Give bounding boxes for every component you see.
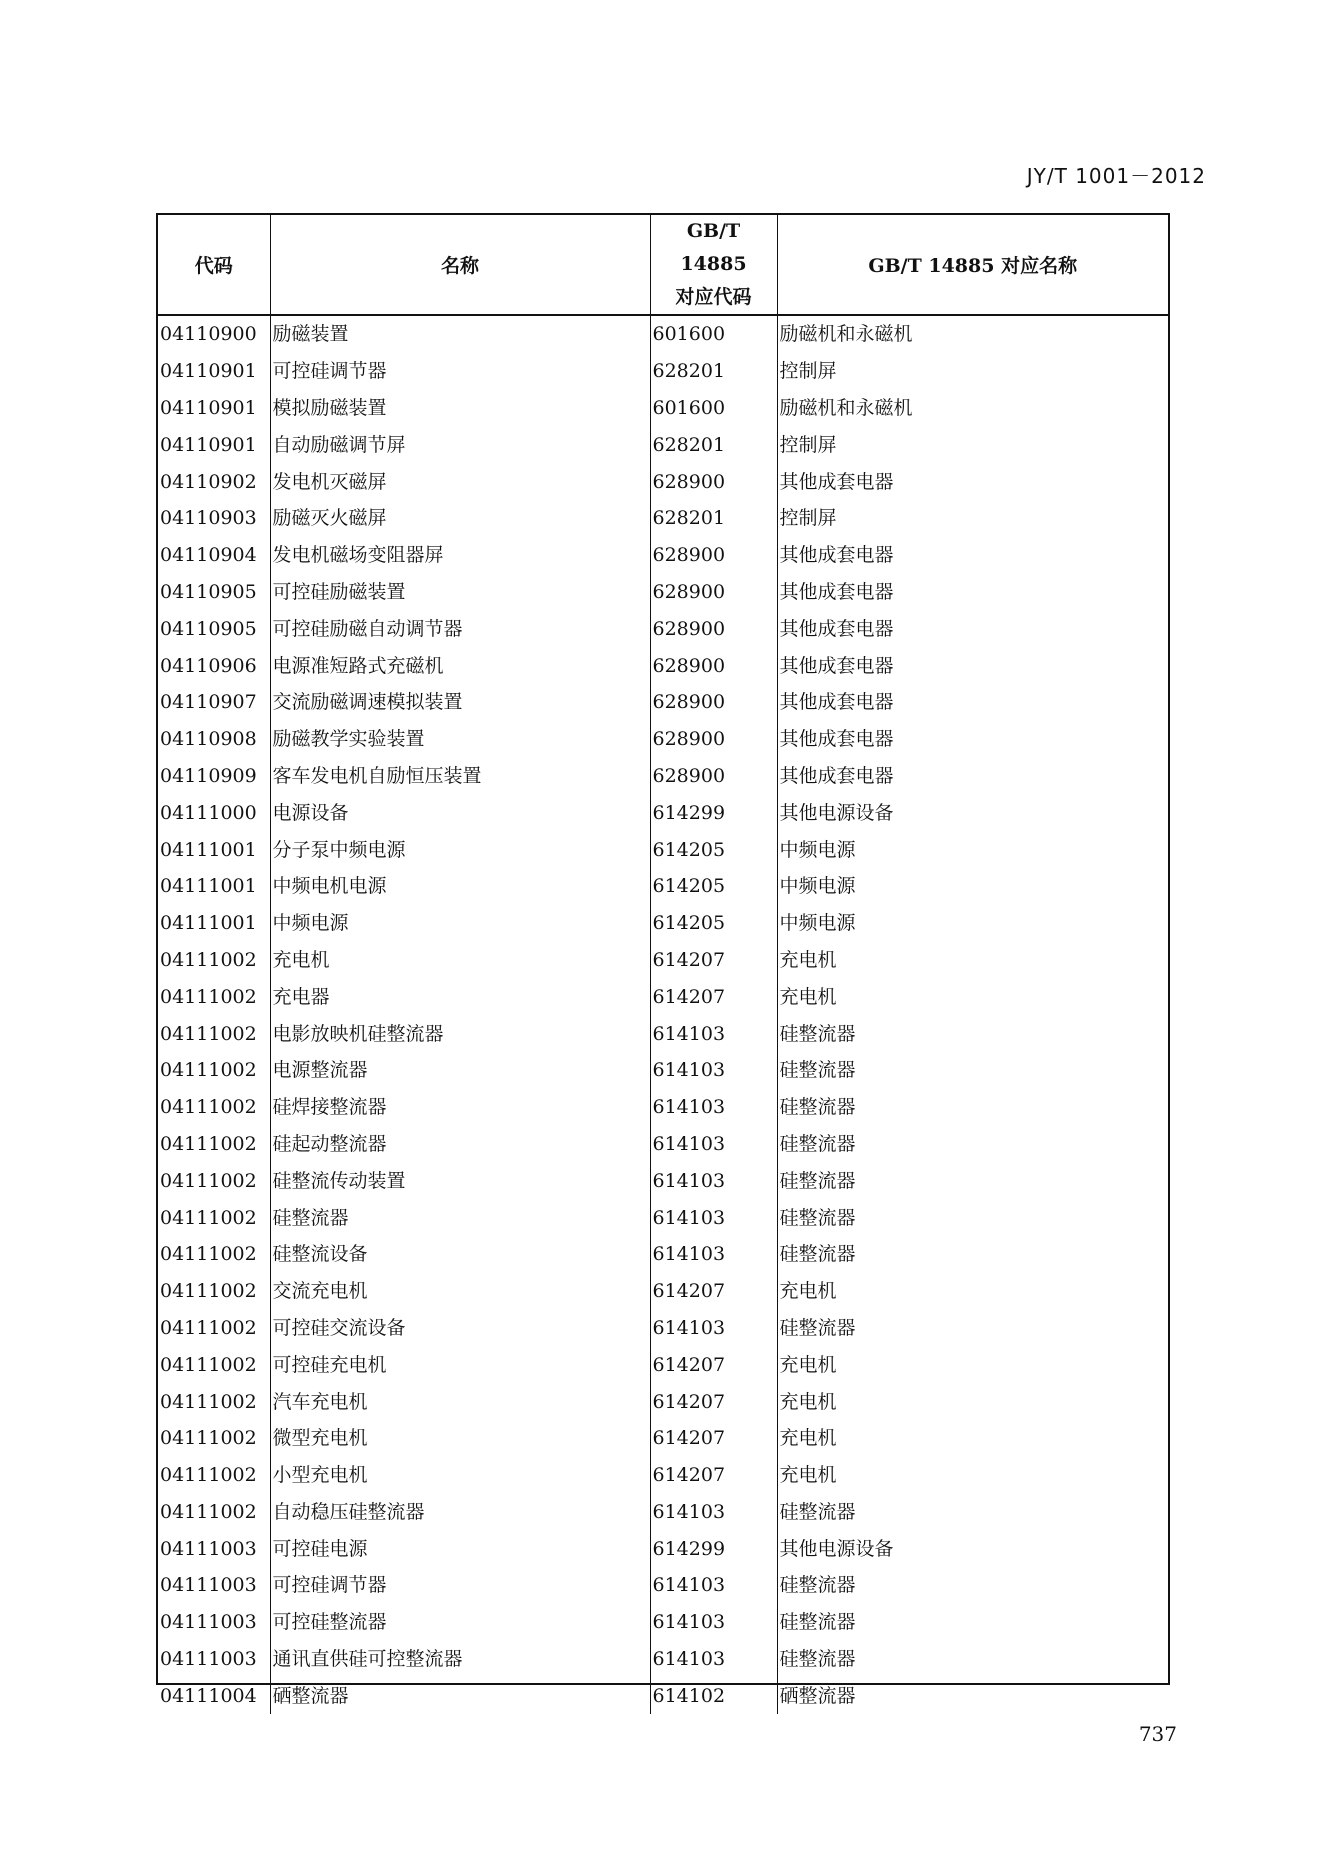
page-number: 737 bbox=[1138, 1722, 1177, 1746]
cell-name: 自动稳压硅整流器 bbox=[270, 1494, 650, 1531]
cell-gb-name: 硅整流器 bbox=[779, 1022, 856, 1045]
cell-gb-name: 硅整流器 bbox=[779, 1132, 856, 1155]
table-row bbox=[158, 1567, 1168, 1604]
cell-name: 交流充电机 bbox=[270, 1273, 650, 1310]
table-row bbox=[158, 684, 1168, 721]
header-gb-code bbox=[650, 215, 777, 315]
cell-gb-code: 628900 bbox=[650, 758, 777, 795]
cell-code: 04110905 bbox=[158, 610, 270, 647]
cell-gb-code: 614205 bbox=[650, 905, 777, 942]
cell-name: 中频电机电源 bbox=[270, 868, 650, 905]
cell-gb-code: 628201 bbox=[650, 500, 777, 537]
cell-code: 04110908 bbox=[158, 721, 270, 758]
cell-gb-code: 614103 bbox=[650, 1089, 777, 1126]
cell-gb-code: 614207 bbox=[650, 1273, 777, 1310]
cell-gb-name: 控制屏 bbox=[779, 507, 837, 530]
cell-code: 04110901 bbox=[158, 353, 270, 390]
cell-name: 可控硅电源 bbox=[270, 1530, 650, 1567]
header-gb-code-line2: 对应代码 bbox=[675, 286, 752, 308]
table-row bbox=[158, 978, 1168, 1015]
cell-gb-name: 硅整流器 bbox=[779, 1096, 856, 1119]
cell-name: 电源设备 bbox=[270, 794, 650, 831]
cell-name: 汽车充电机 bbox=[270, 1383, 650, 1420]
table-row bbox=[158, 868, 1168, 905]
cell-gb-code: 614103 bbox=[650, 1641, 777, 1678]
cell-gb-name: 充电机 bbox=[779, 1390, 837, 1413]
table-row bbox=[158, 647, 1168, 684]
table-row bbox=[158, 1383, 1168, 1420]
cell-name: 分子泵中频电源 bbox=[270, 831, 650, 868]
table-row bbox=[158, 794, 1168, 831]
table-row bbox=[158, 1604, 1168, 1641]
cell-gb-code: 628900 bbox=[650, 463, 777, 500]
cell-gb-name: 其他成套电器 bbox=[779, 728, 894, 751]
cell-name: 硅整流设备 bbox=[270, 1236, 650, 1273]
cell-code: 04111003 bbox=[158, 1567, 270, 1604]
cell-code: 04110909 bbox=[158, 758, 270, 795]
cell-name: 发电机磁场变阻器屏 bbox=[270, 537, 650, 574]
cell-code: 04111002 bbox=[158, 1089, 270, 1126]
header-gb-code-line1: GB/T 14885 bbox=[680, 220, 747, 275]
table-row bbox=[158, 463, 1168, 500]
cell-name: 可控硅充电机 bbox=[270, 1346, 650, 1383]
table-row bbox=[158, 574, 1168, 611]
cell-gb-name: 其他电源设备 bbox=[779, 1537, 894, 1560]
cell-gb-code: 628900 bbox=[650, 537, 777, 574]
table-row bbox=[158, 390, 1168, 427]
cell-gb-code: 601600 bbox=[650, 315, 777, 353]
table-row bbox=[158, 942, 1168, 979]
cell-name: 励磁装置 bbox=[270, 315, 650, 353]
cell-code: 04111002 bbox=[158, 978, 270, 1015]
cell-gb-name: 充电机 bbox=[779, 1280, 837, 1303]
cell-gb-code: 614103 bbox=[650, 1162, 777, 1199]
standard-code: JY/T 1001－2012 bbox=[1026, 164, 1206, 188]
cell-gb-name: 控制屏 bbox=[779, 433, 837, 456]
table-row bbox=[158, 721, 1168, 758]
cell-code: 04111002 bbox=[158, 1310, 270, 1347]
cell-code: 04110907 bbox=[158, 684, 270, 721]
cell-name: 可控硅整流器 bbox=[270, 1604, 650, 1641]
cell-name: 小型充电机 bbox=[270, 1457, 650, 1494]
cell-name: 电影放映机硅整流器 bbox=[270, 1015, 650, 1052]
table-row bbox=[158, 1494, 1168, 1531]
cell-gb-name: 充电机 bbox=[779, 1464, 837, 1487]
cell-name: 发电机灭磁屏 bbox=[270, 463, 650, 500]
cell-name: 硅起动整流器 bbox=[270, 1126, 650, 1163]
cell-name: 通讯直供硅可控整流器 bbox=[270, 1641, 650, 1678]
cell-gb-code: 614103 bbox=[650, 1604, 777, 1641]
cell-code: 04111000 bbox=[158, 794, 270, 831]
cell-code: 04111003 bbox=[158, 1641, 270, 1678]
cell-code: 04110901 bbox=[158, 390, 270, 427]
cell-code: 04110902 bbox=[158, 463, 270, 500]
cell-gb-code: 614205 bbox=[650, 831, 777, 868]
cell-gb-code: 614103 bbox=[650, 1494, 777, 1531]
header-gb-name: GB/T 14885 对应名称 bbox=[777, 215, 1168, 315]
table-row bbox=[158, 758, 1168, 795]
cell-gb-name: 硅整流器 bbox=[779, 1500, 856, 1523]
table-row bbox=[158, 831, 1168, 868]
table-row bbox=[158, 1641, 1168, 1678]
cell-code: 04111001 bbox=[158, 831, 270, 868]
cell-gb-code: 614103 bbox=[650, 1236, 777, 1273]
cell-code: 04111002 bbox=[158, 1273, 270, 1310]
cell-gb-name: 充电机 bbox=[779, 1353, 837, 1376]
cell-gb-name: 硒整流器 bbox=[779, 1684, 856, 1707]
cell-code: 04110900 bbox=[158, 315, 270, 353]
cell-code: 04111001 bbox=[158, 905, 270, 942]
cell-gb-code: 628201 bbox=[650, 426, 777, 463]
cell-gb-name: 中频电源 bbox=[779, 875, 856, 898]
table-row bbox=[158, 353, 1168, 390]
cell-gb-code: 614103 bbox=[650, 1015, 777, 1052]
cell-gb-code: 614207 bbox=[650, 1346, 777, 1383]
cell-name: 自动励磁调节屏 bbox=[270, 426, 650, 463]
equipment-code-table bbox=[158, 215, 1168, 1714]
cell-name: 励磁教学实验装置 bbox=[270, 721, 650, 758]
cell-gb-name: 其他成套电器 bbox=[779, 691, 894, 714]
table-header-row bbox=[158, 215, 1168, 315]
cell-gb-code: 628900 bbox=[650, 610, 777, 647]
cell-gb-code: 614103 bbox=[650, 1126, 777, 1163]
table-row bbox=[158, 1162, 1168, 1199]
cell-name: 硒整流器 bbox=[270, 1677, 650, 1714]
cell-name: 硅焊接整流器 bbox=[270, 1089, 650, 1126]
cell-gb-name: 充电机 bbox=[779, 985, 837, 1008]
cell-gb-name: 硅整流器 bbox=[779, 1648, 856, 1671]
cell-name: 可控硅交流设备 bbox=[270, 1310, 650, 1347]
cell-name: 可控硅励磁自动调节器 bbox=[270, 610, 650, 647]
cell-code: 04111002 bbox=[158, 1494, 270, 1531]
cell-gb-name: 其他成套电器 bbox=[779, 470, 894, 493]
table-row bbox=[158, 1273, 1168, 1310]
cell-gb-code: 614207 bbox=[650, 978, 777, 1015]
table-row bbox=[158, 905, 1168, 942]
cell-gb-name: 中频电源 bbox=[779, 912, 856, 935]
table-row bbox=[158, 1199, 1168, 1236]
table-row bbox=[158, 610, 1168, 647]
cell-name: 充电机 bbox=[270, 942, 650, 979]
cell-gb-code: 614207 bbox=[650, 942, 777, 979]
table-row bbox=[158, 1052, 1168, 1089]
table-row bbox=[158, 1126, 1168, 1163]
cell-code: 04111002 bbox=[158, 942, 270, 979]
table-row bbox=[158, 1457, 1168, 1494]
table-row bbox=[158, 1089, 1168, 1126]
cell-gb-code: 628900 bbox=[650, 721, 777, 758]
table-row bbox=[158, 315, 1168, 353]
cell-gb-code: 614103 bbox=[650, 1199, 777, 1236]
cell-name: 硅整流传动装置 bbox=[270, 1162, 650, 1199]
table-row bbox=[158, 1015, 1168, 1052]
table-row bbox=[158, 1677, 1168, 1714]
cell-code: 04111002 bbox=[158, 1015, 270, 1052]
cell-name: 可控硅调节器 bbox=[270, 1567, 650, 1604]
cell-gb-name: 其他成套电器 bbox=[779, 544, 894, 567]
table-row bbox=[158, 1420, 1168, 1457]
cell-name: 硅整流器 bbox=[270, 1199, 650, 1236]
cell-code: 04111003 bbox=[158, 1604, 270, 1641]
cell-code: 04111002 bbox=[158, 1126, 270, 1163]
cell-gb-code: 614207 bbox=[650, 1457, 777, 1494]
cell-gb-name: 硅整流器 bbox=[779, 1316, 856, 1339]
table-row bbox=[158, 1346, 1168, 1383]
cell-name: 交流励磁调速模拟装置 bbox=[270, 684, 650, 721]
equipment-code-table-frame bbox=[156, 213, 1170, 1707]
cell-code: 04111002 bbox=[158, 1346, 270, 1383]
cell-name: 电源整流器 bbox=[270, 1052, 650, 1089]
cell-code: 04111002 bbox=[158, 1052, 270, 1089]
cell-code: 04110901 bbox=[158, 426, 270, 463]
cell-gb-name: 其他成套电器 bbox=[779, 764, 894, 787]
cell-gb-name: 充电机 bbox=[779, 1427, 837, 1450]
cell-gb-code: 614207 bbox=[650, 1383, 777, 1420]
cell-gb-code: 614299 bbox=[650, 794, 777, 831]
table-row bbox=[158, 1236, 1168, 1273]
cell-gb-name: 硅整流器 bbox=[779, 1574, 856, 1597]
cell-gb-code: 614207 bbox=[650, 1420, 777, 1457]
cell-gb-name: 其他电源设备 bbox=[779, 801, 894, 824]
cell-name: 可控硅调节器 bbox=[270, 353, 650, 390]
table-body bbox=[158, 315, 1168, 1714]
cell-code: 04110906 bbox=[158, 647, 270, 684]
table-row bbox=[158, 537, 1168, 574]
cell-code: 04111004 bbox=[158, 1677, 270, 1714]
cell-gb-code: 628900 bbox=[650, 647, 777, 684]
cell-gb-code: 614103 bbox=[650, 1052, 777, 1089]
cell-gb-code: 614103 bbox=[650, 1567, 777, 1604]
header-name: 名称 bbox=[270, 215, 650, 315]
cell-gb-name: 充电机 bbox=[779, 948, 837, 971]
cell-code: 04111002 bbox=[158, 1162, 270, 1199]
cell-gb-name: 控制屏 bbox=[779, 360, 837, 383]
cell-gb-name: 中频电源 bbox=[779, 838, 856, 861]
cell-gb-name: 硅整流器 bbox=[779, 1169, 856, 1192]
cell-code: 04110903 bbox=[158, 500, 270, 537]
cell-name: 客车发电机自励恒压装置 bbox=[270, 758, 650, 795]
cell-gb-name: 励磁机和永磁机 bbox=[779, 396, 913, 419]
cell-name: 模拟励磁装置 bbox=[270, 390, 650, 427]
cell-gb-code: 628201 bbox=[650, 353, 777, 390]
table-row bbox=[158, 1310, 1168, 1347]
cell-gb-code: 614205 bbox=[650, 868, 777, 905]
cell-code: 04111001 bbox=[158, 868, 270, 905]
table-row bbox=[158, 1530, 1168, 1567]
header-code: 代码 bbox=[158, 215, 270, 315]
cell-code: 04111002 bbox=[158, 1420, 270, 1457]
cell-code: 04111002 bbox=[158, 1383, 270, 1420]
cell-name: 中频电源 bbox=[270, 905, 650, 942]
cell-gb-name: 其他成套电器 bbox=[779, 654, 894, 677]
table-row bbox=[158, 500, 1168, 537]
cell-name: 电源准短路式充磁机 bbox=[270, 647, 650, 684]
cell-name: 可控硅励磁装置 bbox=[270, 574, 650, 611]
cell-name: 励磁灭火磁屏 bbox=[270, 500, 650, 537]
cell-gb-name: 硅整流器 bbox=[779, 1611, 856, 1634]
cell-gb-name: 硅整流器 bbox=[779, 1059, 856, 1082]
cell-name: 充电器 bbox=[270, 978, 650, 1015]
cell-gb-code: 628900 bbox=[650, 684, 777, 721]
table-row bbox=[158, 426, 1168, 463]
cell-gb-name: 其他成套电器 bbox=[779, 580, 894, 603]
cell-gb-code: 614299 bbox=[650, 1530, 777, 1567]
cell-code: 04110905 bbox=[158, 574, 270, 611]
cell-gb-code: 628900 bbox=[650, 574, 777, 611]
cell-code: 04111003 bbox=[158, 1530, 270, 1567]
cell-code: 04110904 bbox=[158, 537, 270, 574]
cell-gb-code: 601600 bbox=[650, 390, 777, 427]
cell-name: 微型充电机 bbox=[270, 1420, 650, 1457]
cell-gb-name: 硅整流器 bbox=[779, 1206, 856, 1229]
cell-code: 04111002 bbox=[158, 1457, 270, 1494]
cell-code: 04111002 bbox=[158, 1236, 270, 1273]
cell-gb-name: 硅整流器 bbox=[779, 1243, 856, 1266]
cell-gb-name: 励磁机和永磁机 bbox=[779, 323, 913, 346]
cell-gb-code: 614102 bbox=[650, 1677, 777, 1714]
cell-code: 04111002 bbox=[158, 1199, 270, 1236]
cell-gb-code: 614103 bbox=[650, 1310, 777, 1347]
cell-gb-name: 其他成套电器 bbox=[779, 617, 894, 640]
